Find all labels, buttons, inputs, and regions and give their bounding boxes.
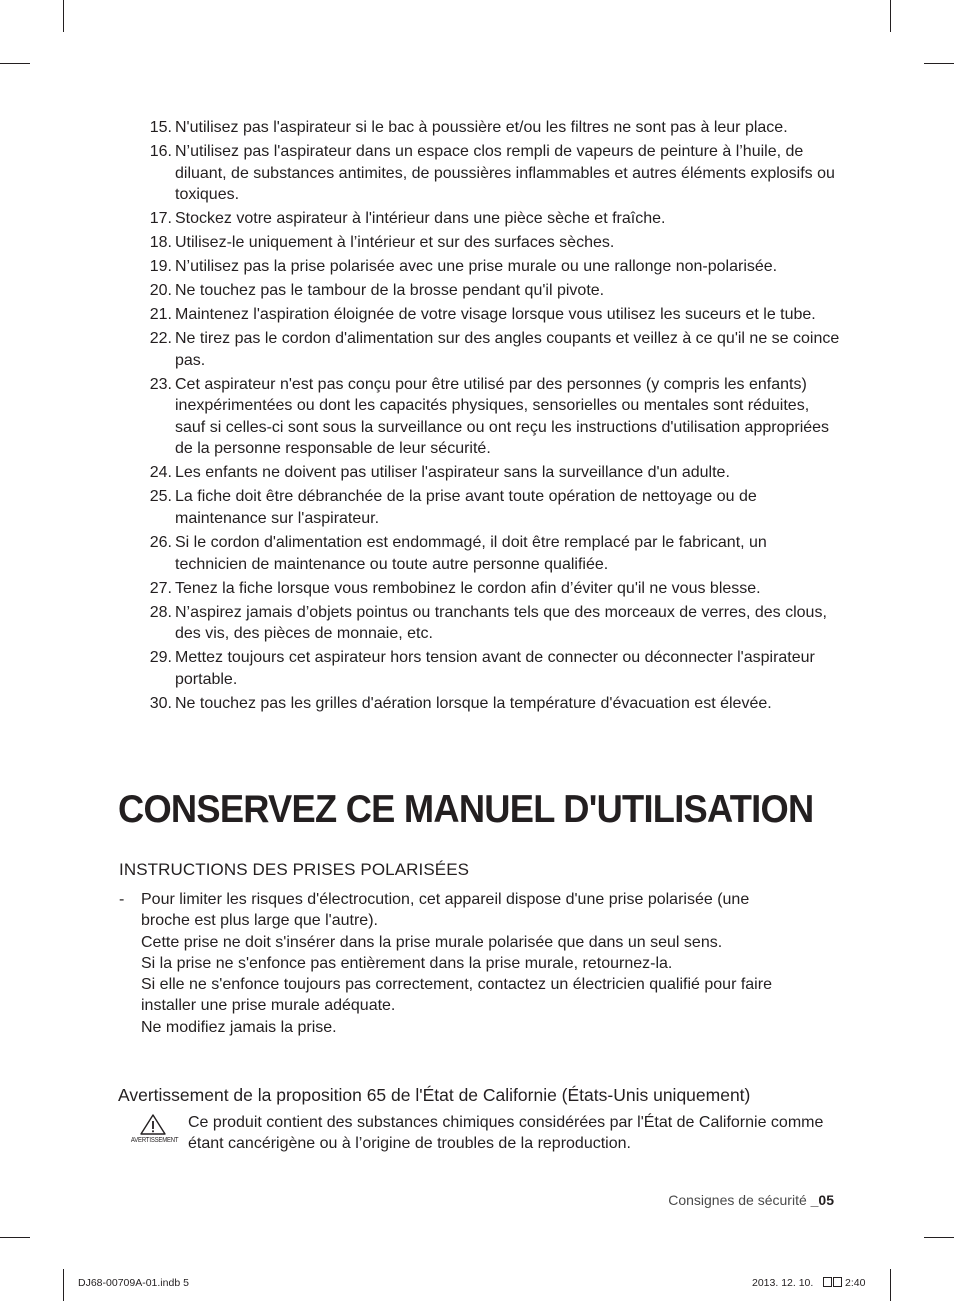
print-slug-date — [752, 1277, 865, 1289]
item-number: 18. — [149, 234, 172, 252]
slug-date: 2013. 12. 10. — [752, 1277, 814, 1289]
item-number: 23. — [149, 375, 172, 393]
item-number: 29. — [149, 649, 172, 667]
crop-mark — [924, 1237, 954, 1238]
list-item — [140, 117, 840, 139]
crop-mark — [63, 0, 64, 32]
item-text: Tenez la fiche lorsque vous rembobinez le cordon afin d’éviter qu'il ne vous blesse. — [175, 579, 761, 597]
item-number: 22. — [149, 330, 172, 348]
instruction-line: installer une prise murale adéquate. — [141, 997, 396, 1015]
crop-mark — [890, 1269, 891, 1301]
list-item — [140, 486, 840, 529]
item-text: Si le cordon d'alimentation est endommagé, il doit être remplacé par le fabricant, un technicien de maintenance ou toute autre personne qualifiée. — [175, 533, 767, 573]
list-item — [140, 532, 840, 575]
list-item — [140, 141, 840, 206]
warning-label: AVERTISSEMENT — [130, 1137, 179, 1144]
slug-time: 2:40 — [845, 1277, 866, 1289]
item-number: 17. — [149, 210, 172, 228]
instruction-line: Pour limiter les risques d'électrocution, cet appareil dispose d'une prise polarisée (une — [141, 891, 750, 908]
item-number: 28. — [149, 603, 172, 621]
item-number: 20. — [149, 282, 172, 300]
page-title: CONSERVEZ CE MANUEL D'UTILISATION — [118, 788, 814, 831]
page-footer — [668, 1192, 834, 1208]
item-text: N’aspirez jamais d’objets pointus ou tranchants tels que des morceaux de verres, des clous, des vis, des pièces de monnaie, etc. — [175, 603, 827, 643]
item-text: Ne touchez pas les grilles d'aération lorsque la température d'évacuation est élevée. — [175, 694, 772, 712]
item-text: Stockez votre aspirateur à l'intérieur dans une pièce sèche et fraîche. — [175, 210, 666, 228]
item-number: 16. — [149, 142, 172, 160]
print-slug-file: DJ68-00709A-01.indb 5 — [78, 1277, 189, 1289]
item-number: 15. — [149, 119, 172, 136]
safety-instructions-list — [140, 117, 840, 717]
item-text: N’utilisez pas la prise polarisée avec une prise murale ou une rallonge non-polarisée. — [175, 258, 778, 276]
list-item — [140, 256, 840, 278]
item-text: N'utilisez pas l'aspirateur si le bac à poussière et/ou les filtres ne sont pas à leur place. — [175, 119, 788, 136]
item-number: 25. — [149, 488, 172, 506]
item-text: Maintenez l'aspiration éloignée de votre visage lorsque vous utilisez les suceurs et le tube. — [175, 306, 816, 324]
item-text: Cet aspirateur n'est pas conçu pour être utilisé par des personnes (y compris les enfants) inexpérimentées ou dont les capacités physiques, sensorielles ou mentales sont réduites, sauf si celles-ci sont sous la surveillance ou ont reçu les instructions d'utilisation appropriées de la personne responsable de leur sécurité. — [175, 375, 830, 458]
prop65-text: Ce produit contient des substances chimiques considérées par l'État de Californie comme étant cancérigène ou à l’origine de troubles de la reproduction. — [188, 1114, 824, 1153]
list-item — [140, 462, 840, 484]
warning-icon-block — [127, 1114, 179, 1150]
item-number: 21. — [149, 306, 172, 324]
crop-mark — [890, 0, 891, 32]
page-number: _05 — [810, 1192, 834, 1208]
item-text: Mettez toujours cet aspirateur hors tension avant de connecter ou déconnecter l'aspirateur portable. — [175, 649, 815, 688]
crop-mark — [0, 1237, 30, 1238]
instruction-line: broche est plus large que l'autre). — [141, 912, 378, 930]
list-item — [140, 647, 840, 690]
warning-triangle-icon — [140, 1114, 166, 1135]
list-item — [140, 280, 840, 302]
list-item — [140, 328, 840, 371]
item-number: 19. — [149, 258, 172, 276]
item-text: N’utilisez pas l'aspirateur dans un espace clos rempli de vapeurs de peinture à l’huile, de diluant, de substances antimites, de poussières inflammables et autres éléments explosifs ou toxiques. — [175, 142, 835, 204]
item-text: Ne touchez pas le tambour de la brosse pendant qu'il pivote. — [175, 282, 605, 300]
instruction-line: Si la prise ne s'enfonce pas entièrement dans la prise murale, retournez-la. — [141, 954, 673, 972]
item-number: 26. — [149, 533, 172, 551]
bullet-dash: - — [119, 891, 125, 908]
item-text: Les enfants ne doivent pas utiliser l'aspirateur sans la surveillance d'un adulte. — [175, 464, 730, 482]
item-text: La fiche doit être débranchée de la prise avant toute opération de nettoyage ou de maintenance sur l'aspirateur. — [175, 488, 757, 527]
glyph-box-icon — [823, 1277, 832, 1287]
glyph-box-icon — [833, 1277, 842, 1287]
polarized-plug-heading: INSTRUCTIONS DES PRISES POLARISÉES — [119, 860, 470, 879]
crop-mark — [0, 63, 30, 64]
item-number: 27. — [149, 579, 172, 597]
list-item — [140, 232, 840, 254]
list-item — [140, 693, 840, 715]
list-item — [140, 304, 840, 326]
list-item — [140, 374, 840, 460]
item-number: 30. — [149, 694, 172, 712]
crop-mark — [924, 63, 954, 64]
crop-mark — [63, 1269, 64, 1301]
instruction-line: Cette prise ne doit s'insérer dans la prise murale polarisée que dans un seul sens. — [141, 933, 723, 951]
polarized-plug-instructions — [119, 889, 839, 1038]
footer-section-name: Consignes de sécurité — [668, 1192, 807, 1208]
item-text: Ne tirez pas le cordon d'alimentation sur des angles coupants et veillez à ce qu'il ne se coince pas. — [175, 330, 840, 369]
list-item — [140, 208, 840, 230]
item-text: Utilisez-le uniquement à l’intérieur et sur des surfaces sèches. — [175, 234, 615, 252]
prop65-heading: Avertissement de la proposition 65 de l'État de Californie (États-Unis uniquement) — [118, 1085, 751, 1105]
instruction-line: Ne modifiez jamais la prise. — [141, 1018, 337, 1036]
item-number: 24. — [149, 464, 172, 482]
list-item — [140, 578, 840, 600]
instruction-line: Si elle ne s'enfonce toujours pas correctement, contactez un électricien qualifié pour faire — [141, 976, 772, 994]
list-item — [140, 602, 840, 645]
